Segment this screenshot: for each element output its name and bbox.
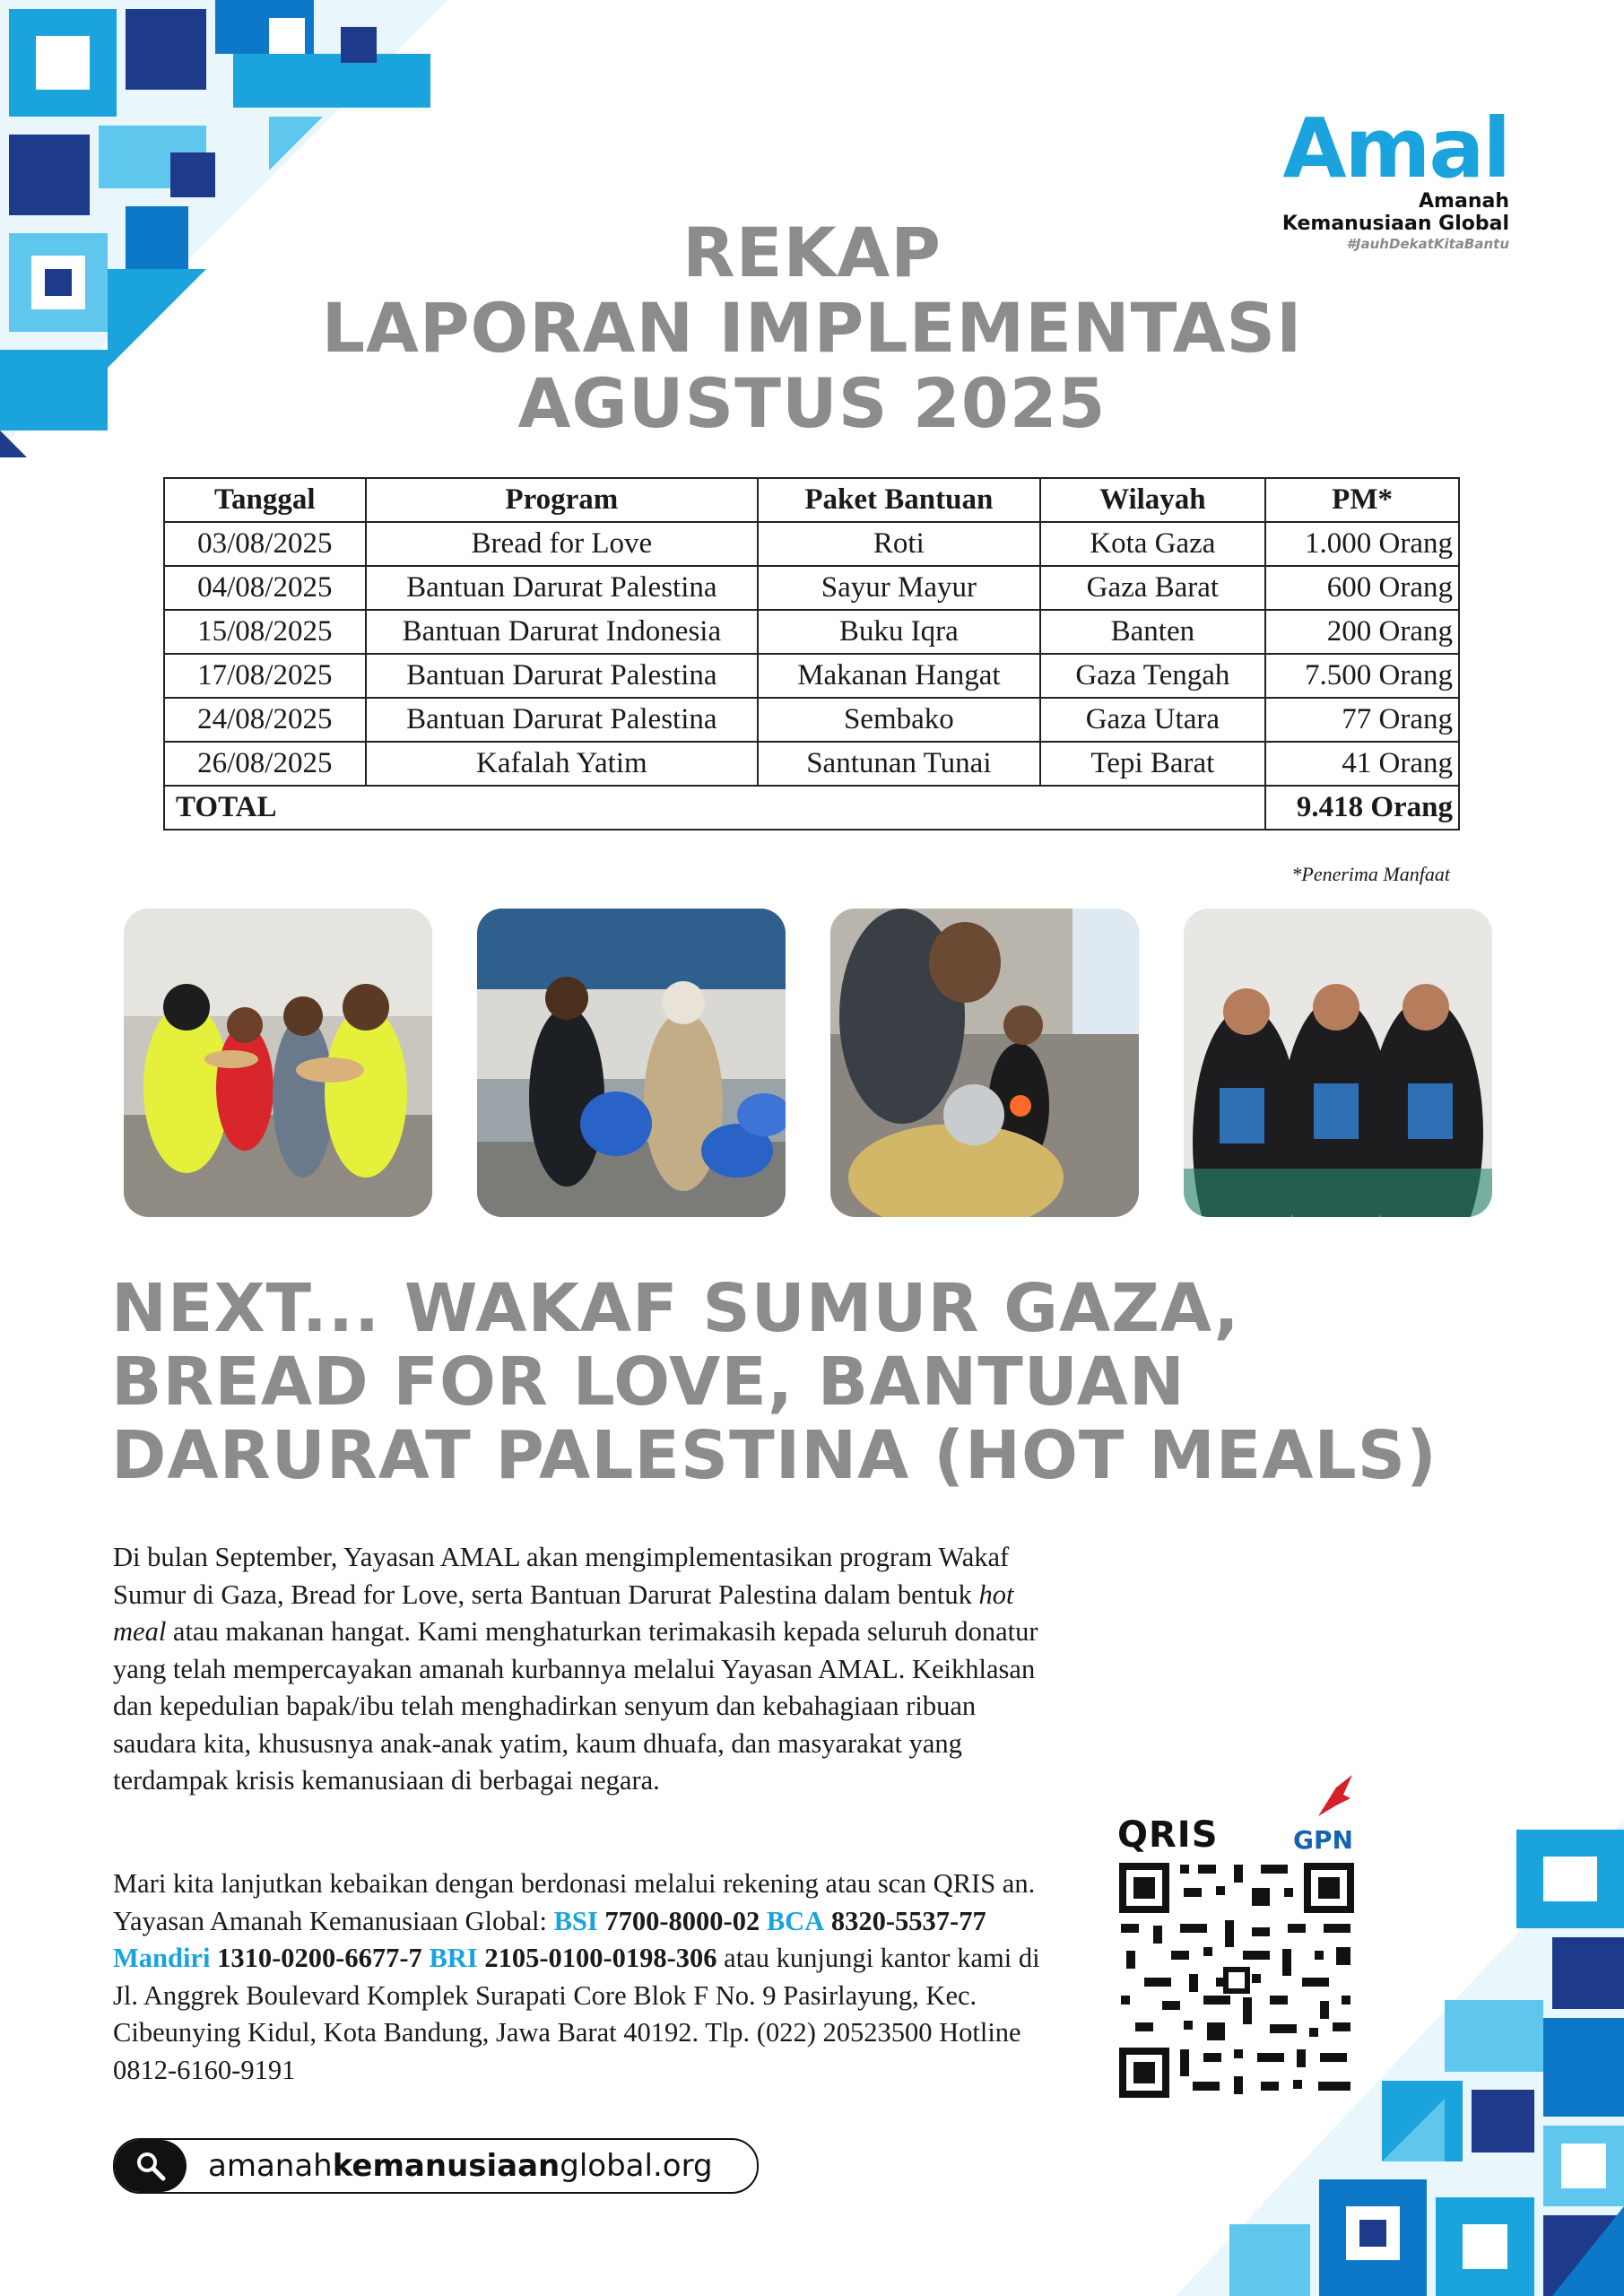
website-url — [208, 2148, 713, 2184]
website-search-cap — [115, 2140, 187, 2192]
search-icon — [135, 2151, 166, 2181]
photo-bread-distribution — [124, 909, 432, 1217]
bank-name-bri: BRI — [429, 1943, 478, 1973]
table-header-row — [164, 478, 1459, 522]
donation-outro: atau kunjungi kantor kami di Jl. Anggrek Boulevard Komplek Surapati Core Blok F No. 9 Pasirlayung, Kec. Cibeunying Kidul, Kota Bandung, Jawa Barat 40192. Tlp. (022) 20523500 Hotline 0812-6160-9191 — [113, 1943, 1040, 2085]
cell-region: Gaza Barat — [1040, 566, 1266, 610]
cell-beneficiaries: 77 Orang — [1265, 698, 1459, 742]
qr-code[interactable] — [1117, 1861, 1356, 2100]
next-heading-line-1: NEXT... WAKAF SUMUR GAZA, — [111, 1270, 1240, 1347]
header-tanggal: Tanggal — [164, 478, 366, 522]
header-pm: PM* — [1265, 478, 1459, 522]
table-footnote: *Penerima Manfaat — [1291, 863, 1450, 885]
cell-package: Roti — [758, 522, 1039, 566]
donation-paragraph — [113, 1866, 1064, 2089]
cell-region: Tepi Barat — [1040, 742, 1266, 786]
qris-payment — [1112, 1771, 1363, 2099]
cell-region: Banten — [1040, 610, 1266, 654]
gpn-logo: GPN — [1293, 1825, 1353, 1855]
cell-package: Santunan Tunai — [758, 742, 1039, 786]
title-line-3: AGUSTUS 2025 — [517, 363, 1107, 443]
website-url-suffix: global.org — [560, 2148, 713, 2184]
next-programs-heading — [111, 1272, 1456, 1492]
table-row — [164, 566, 1459, 610]
cell-date: 24/08/2025 — [164, 698, 366, 742]
qris-logo: QRIS — [1117, 1814, 1219, 1856]
cell-program: Bread for Love — [366, 522, 759, 566]
header-wilayah: Wilayah — [1040, 478, 1266, 522]
bank-account-bca: 8320-5537-77 — [830, 1905, 986, 1936]
photo-iqra-book-distribution — [1184, 909, 1492, 1217]
cell-date: 26/08/2025 — [164, 742, 366, 786]
total-label: TOTAL — [164, 786, 1265, 830]
table-row — [164, 610, 1459, 654]
next-heading-line-2: BREAD FOR LOVE, BANTUAN — [111, 1344, 1185, 1421]
bank-account-mandiri: 1310-0200-6677-7 — [217, 1943, 422, 1973]
report-title — [0, 215, 1624, 441]
header-paket-bantuan: Paket Bantuan — [758, 478, 1039, 522]
cell-date: 03/08/2025 — [164, 522, 366, 566]
cell-date: 15/08/2025 — [164, 610, 366, 654]
table-total-row — [164, 786, 1459, 830]
cell-package: Makanan Hangat — [758, 654, 1039, 698]
website-url-prefix: amanah — [208, 2148, 333, 2184]
paragraph1-italic: hot meal — [113, 1578, 1014, 1647]
cell-program: Bantuan Darurat Palestina — [366, 654, 759, 698]
table-row — [164, 742, 1459, 786]
photo-hot-meal-distribution — [830, 909, 1139, 1217]
donation-intro: Mari kita lanjutkan kebaikan dengan berdonasi melalui rekening atau scan QRIS an. Yayasan Amanah Kemanusiaan Global: — [113, 1868, 1036, 1936]
cell-beneficiaries: 7.500 Orang — [1265, 654, 1459, 698]
title-line-2: LAPORAN IMPLEMENTASI — [321, 288, 1303, 368]
table-row — [164, 522, 1459, 566]
table-row — [164, 698, 1459, 742]
cell-region: Gaza Utara — [1040, 698, 1266, 742]
cell-region: Gaza Tengah — [1040, 654, 1266, 698]
paragraph1-part2: atau makanan hangat. Kami menghaturkan terimakasih kepada seluruh donatur yang telah mempercayakan amanah kurbannya melalui Yayasan AMAL. Keikhlasan dan kepedulian bapak/ibu telah menghadirkan senyum dan kebahagiaan ribuan saudara kita, khususnya anak-anak yatim, kaum dhuafa, dan masyarakat yang terdampak krisis kemanusiaan di berbagai negara. — [113, 1616, 1038, 1796]
paragraph1-part1: Di bulan September, Yayasan AMAL akan mengimplementasikan program Wakaf Sumur di Gaza, Bread for Love, serta Bantuan Darurat Palestina dalam bentuk — [113, 1542, 1010, 1610]
bank-name-bsi: BSI — [553, 1905, 598, 1936]
cell-package: Sembako — [758, 698, 1039, 742]
photo-vegetable-distribution-image — [477, 909, 786, 1217]
logo-tagline: #JauhDekatKitaBantu — [1346, 235, 1509, 252]
cell-program: Bantuan Darurat Palestina — [366, 566, 759, 610]
cell-package: Sayur Mayur — [758, 566, 1039, 610]
photo-vegetable-distribution — [477, 909, 786, 1217]
bank-name-mandiri: Mandiri — [113, 1943, 211, 1973]
cell-program: Bantuan Darurat Palestina — [366, 698, 759, 742]
photo-iqra-book-distribution-image — [1184, 909, 1492, 1217]
bank-account-bsi: 7700-8000-02 — [604, 1905, 760, 1936]
september-program-paragraph — [113, 1539, 1064, 1800]
gpn-bird-icon — [1309, 1771, 1354, 1823]
next-heading-line-3: DARURAT PALESTINA (HOT MEALS) — [111, 1417, 1437, 1494]
implementation-table — [163, 477, 1460, 831]
cell-region: Kota Gaza — [1040, 522, 1266, 566]
table-row — [164, 654, 1459, 698]
photo-bread-distribution-image — [124, 909, 432, 1217]
cell-beneficiaries: 200 Orang — [1265, 610, 1459, 654]
website-link[interactable] — [113, 2138, 759, 2194]
cell-beneficiaries: 41 Orang — [1265, 742, 1459, 786]
cell-program: Kafalah Yatim — [366, 742, 759, 786]
cell-program: Bantuan Darurat Indonesia — [366, 610, 759, 654]
bank-name-bca: BCA — [766, 1905, 825, 1936]
total-value: 9.418 Orang — [1265, 786, 1459, 830]
cell-beneficiaries: 600 Orang — [1265, 566, 1459, 610]
logo-brand: Amal — [1282, 100, 1509, 196]
cell-package: Buku Iqra — [758, 610, 1039, 654]
photo-hot-meal-distribution-image — [830, 909, 1139, 1217]
cell-date: 04/08/2025 — [164, 566, 366, 610]
title-line-1: REKAP — [682, 213, 942, 292]
cell-beneficiaries: 1.000 Orang — [1265, 522, 1459, 566]
header-program: Program — [366, 478, 759, 522]
logo-line-kemanusiaan: Kemanusiaan Global — [1281, 213, 1509, 236]
cell-date: 17/08/2025 — [164, 654, 366, 698]
bank-account-bri: 2105-0100-0198-306 — [484, 1943, 717, 1973]
website-url-bold: kemanusiaan — [332, 2148, 560, 2184]
logo-line-amanah: Amanah — [1419, 190, 1509, 213]
